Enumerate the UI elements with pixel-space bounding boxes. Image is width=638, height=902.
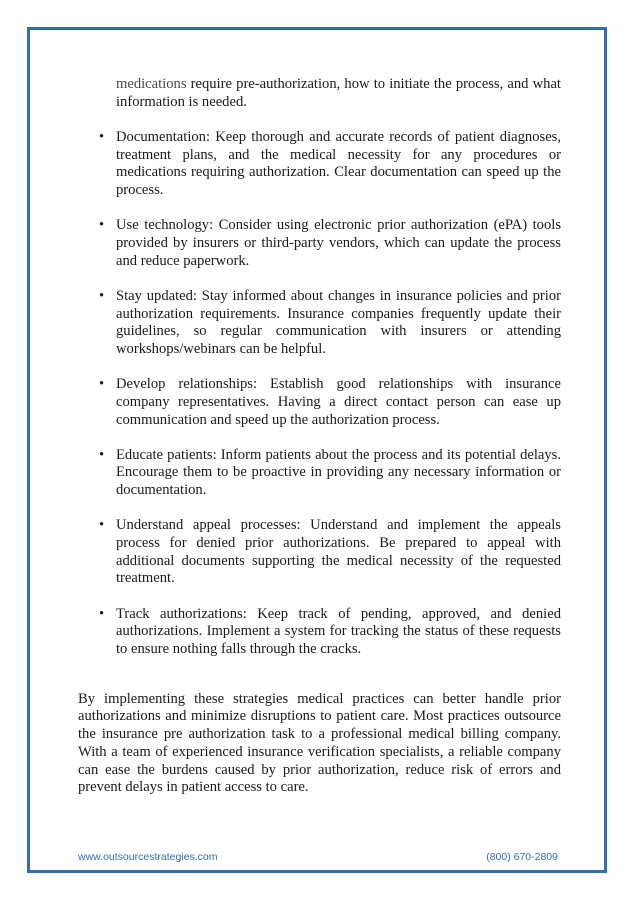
list-item-text: Stay updated: Stay informed about changes in insurance policies and prior authorization requirements. Insurance companies frequently update their guidelines, so regular communication with insurers or attending workshops/webinars can be helpful. [116,287,561,357]
continued-text: require pre-authorization, how to initiate the process, and what information is needed. [116,76,561,110]
list-item-text: Track authorizations: Keep track of pending, approved, and denied authorizations. Implement a system for tracking the status of these requests to ensure nothing falls through the cracks. [116,605,561,658]
closing-paragraph: By implementing these strategies medical practices can better handle prior authorizations and minimize disruptions to patient care. Most practices outsource the insurance pre authorization task to a professional medical billing company. With a team of experienced insurance verification specialists, a reliable company can ease the burdens caused by prior authorization, reduce risk of errors and prevent delays in patient access to care. [78,690,561,796]
list-item [78,606,561,659]
continued-paragraph [116,76,561,111]
list-item-text: Develop relationships: Establish good relationships with insurance company representatives. Having a direct contact person can ease up communication and speed up the authorization process. [116,376,561,428]
list-item [78,376,561,429]
bullet-icon: • [99,128,105,145]
list-item-text: Understand appeal processes: Understand and implement the appeals process for denied prior authorizations. Be prepared to appeal with additional documents supporting the medical necessity of the requested treatment. [116,517,561,587]
footer-phone: (800) 670-2809 [486,851,558,863]
list-item [78,447,561,500]
list-item [78,288,561,359]
bullet-icon: • [99,446,105,463]
bullet-icon: • [99,217,105,234]
list-item [78,517,561,588]
continued-highlight: medications [116,76,187,92]
bullet-icon: • [99,287,105,304]
list-item-text: Educate patients: Inform patients about the process and its potential delays. Encourage them to be proactive in providing any necessary information or documentation. [116,446,561,499]
bullet-icon: • [99,605,105,622]
list-item [78,217,561,270]
footer-website-link[interactable]: www.outsourcestrategies.com [78,851,218,863]
bullet-icon: • [99,376,105,393]
document-body [78,76,561,812]
list-item-text: Use technology: Consider using electronic prior authorization (ePA) tools provided by insurers or third-party vendors, which can update the process and reduce paperwork. [116,217,561,269]
list-item-text: Documentation: Keep thorough and accurate records of patient diagnoses, treatment plans, and the medical necessity for any procedures or medications requiring authorization. Clear documentation can speed up the process. [116,128,561,199]
bullet-icon: • [99,517,105,534]
strategy-list [78,129,561,659]
list-item [78,129,561,200]
